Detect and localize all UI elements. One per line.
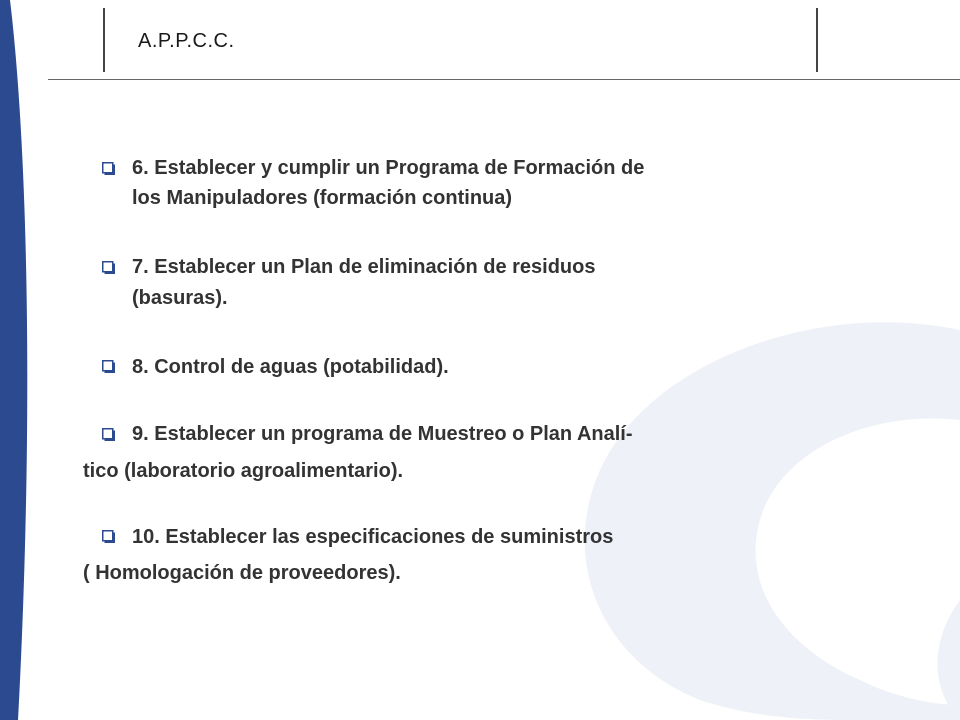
list-item-text: (basuras). — [132, 287, 228, 309]
list-item-text: ( Homologación de proveedores). — [83, 562, 401, 584]
list-item-text: los Manipuladores (formación continua) — [132, 187, 513, 209]
checkbox-bullet-icon — [102, 428, 115, 441]
list-item-text: 10. Establecer las especificaciones de suministros — [132, 526, 614, 548]
checkbox-bullet-icon — [102, 162, 115, 175]
list-item-text: 8. Control de aguas (potabilidad). — [132, 356, 449, 378]
page-title: A.P.P.C.C. — [138, 30, 235, 52]
list-item-text: 6. Establecer y cumplir un Programa de Formación de — [132, 157, 645, 179]
checkbox-bullet-icon — [102, 530, 115, 543]
list-item-text: 9. Establecer un programa de Muestreo o Plan Analí- — [132, 423, 633, 445]
list-item-text: tico (laboratorio agroalimentario). — [83, 460, 404, 482]
checkbox-bullet-icon — [102, 261, 115, 274]
list-item-text: 7. Establecer un Plan de eliminación de residuos — [132, 256, 596, 278]
checkbox-bullet-icon — [102, 360, 115, 373]
